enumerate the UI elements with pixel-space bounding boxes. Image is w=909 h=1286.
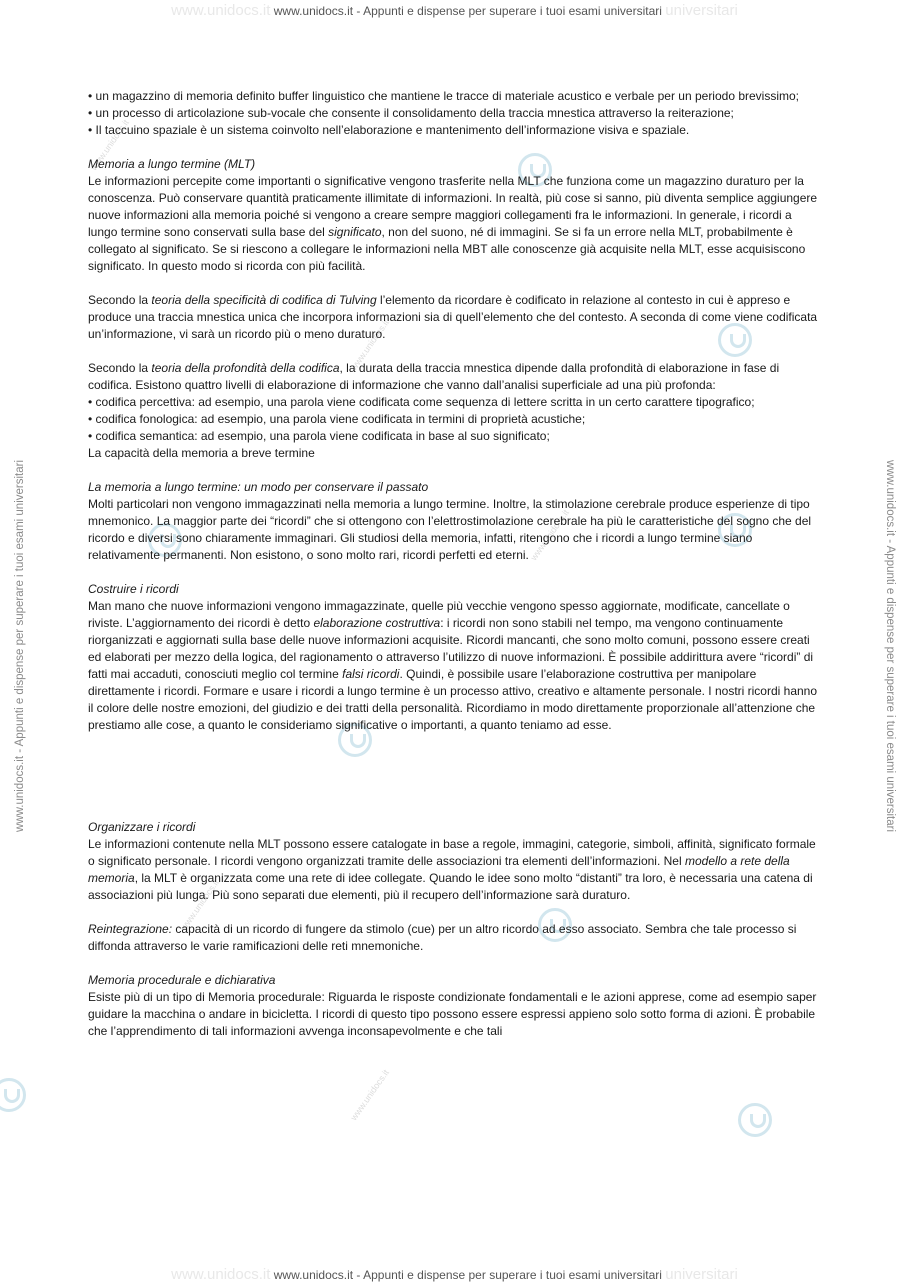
- header-text: www.unidocs.it - Appunti e dispense per superare i tuoi esami universitari: [273, 4, 662, 18]
- paragraph-passato: Molti particolari non vengono immagazzinati nella memoria a lungo termine. Inoltre, la stimolazione cerebrale produce esperienze di tipo mnemonico. La maggior parte dei “ricordi” che si ottengono con l’elettrostimolazione cerebrale ha più le caratteristiche del sogno che del ricordo e diversi sono chiaramente immaginari. Gli studiosi della memoria, infatti, ritengono che i ricordi a lungo termine siano relativamente permanenti. Non esistono, o sono molto rari, ricordi perfetti ed eterni.: [88, 497, 812, 562]
- header-ghost-left: www.unidocs.it: [171, 2, 271, 19]
- bullet-fonologica: • codifica fonologica: ad esempio, una parola viene codificata in termini di proprietà acustiche;: [88, 412, 586, 426]
- section-heading-procedurale: Memoria procedurale e dichiarativa: [88, 973, 276, 987]
- page-footer-banner: [0, 1266, 909, 1283]
- bullet-percettiva: • codifica percettiva: ad esempio, una parola viene codificata come sequenza di lettere scritta in un certo carattere tipografico;: [88, 395, 755, 409]
- watermark-text: www.unidocs.it: [178, 877, 221, 933]
- bullet-articolazione: • un processo di articolazione sub-vocale che consente il consolidamento della traccia mnestica attraverso la reiterazione;: [88, 106, 734, 120]
- side-watermark-left: www.unidocs.it - Appunti e dispense per superare i tuoi esami universitari: [14, 459, 26, 833]
- watermark-text: www.unidocs.it: [348, 317, 391, 373]
- watermark-text: www.unidocs.it: [348, 1067, 391, 1123]
- bullet-taccuino: • Il taccuino spaziale è un sistema coinvolto nell’elaborazione e mantenimento dell’informazione visiva e spaziale.: [88, 123, 690, 137]
- side-watermark-right: www.unidocs.it - Appunti e dispense per superare i tuoi esami universitari: [884, 459, 896, 833]
- paragraph-procedurale: Esiste più di un tipo di Memoria procedurale: Riguarda le risposte condizionate fondamentali e le azioni apprese, come ad esempio saper guidare la macchina o andare in bicicletta. I ricordi di questo tipo possono essere espressi appieno solo sotto forma di azioni. È probabile che l’apprendimento di tali informazioni avvenga inconsapevolmente e che tali: [88, 990, 817, 1038]
- paragraph-mlt: Le informazioni percepite come importanti o significative vengono trasferite nella MLT che funziona come un magazzino duraturo per la conoscenza. Può conservare quantità praticamente illimitate di informazioni. In realtà, più cose si sanno, più diventa semplice aggiungere nuove informazioni alla memoria poiché si vengono a creare sempre maggiori collegamenti fra le informazioni. In generale, i ricordi a lungo termine sono conservati sulla base del significato, non del suono, né di immagini. Se si fa un errore nella MLT, probabilmente è collegato al significato. Se si riescono a collegare le informazioni nella MBT alle conoscenze già acquisite nella MLT, esse acquisiscono significato. In questo modo si ricorda con più facilità.: [88, 174, 818, 273]
- header-ghost-right: universitari: [665, 2, 738, 19]
- watermark-text: www.unidocs.it: [88, 117, 131, 173]
- section-heading-passato: La memoria a lungo termine: un modo per conservare il passato: [88, 480, 429, 494]
- unidocs-logo-watermark-icon: [0, 1078, 26, 1112]
- bullet-buffer: • un magazzino di memoria definito buffer linguistico che mantiene le tracce di materiale acustico e verbale per un periodo brevissimo;: [88, 89, 800, 103]
- page-header-banner: [0, 2, 909, 19]
- section-heading-costruire: Costruire i ricordi: [88, 582, 179, 596]
- footer-text: www.unidocs.it - Appunti e dispense per superare i tuoi esami universitari: [273, 1268, 662, 1282]
- paragraph-reintegrazione: Reintegrazione: capacità di un ricordo di fungere da stimolo (cue) per un altro ricordo ad esso associato. Sembra che tale processo si diffonda attraverso le varie ramificazioni delle reti mnemoniche.: [88, 922, 797, 953]
- watermark-text: www.unidocs.it: [528, 507, 571, 563]
- line-capacita: La capacità della memoria a breve termine: [88, 446, 315, 460]
- unidocs-logo-watermark-icon: [738, 1103, 772, 1137]
- paragraph-organizzare: Le informazioni contenute nella MLT possono essere catalogate in base a regole, immagini, categorie, simboli, affinità, significato formale o significato personale. I ricordi vengono organizzati tramite delle associazioni tra elementi dell’informazioni. Nel modello a rete della memoria, la MLT è organizzata come una rete di idee collegate. Quando le idee sono molto “distanti” tra loro, è necessaria una catena di associazioni più lunga. Più sono separati due elementi, più il recupero dell’informazione sarà duraturo.: [88, 837, 816, 902]
- section-heading-mlt: Memoria a lungo termine (MLT): [88, 157, 256, 171]
- paragraph-tulving: Secondo la teoria della specificità di codifica di Tulving l’elemento da ricordare è codificato in relazione al contesto in cui è appreso e produce una traccia mnestica unica che incorpora informazioni sia di quell’elemento che del contesto. A seconda di come viene codificata un’informazione, vi sarà un ricordo più o meno duraturo.: [88, 293, 818, 341]
- paragraph-costruire: Man mano che nuove informazioni vengono immagazzinate, quelle più vecchie vengono spesso aggiornate, modificate, cancellate o riviste. L’aggiornamento dei ricordi è detto elaborazione costruttiva: i ricordi non sono stabili nel tempo, ma vengono continuamente riorganizzati e aggiornati sulla base delle nuove informazioni acquisite. Ricordi mancanti, che sono molto comuni, possono essere creati ed elaborati per mezzo della logica, del ragionamento o attraverso l’utilizzo di nuove informazioni. È possibile addirittura avere “ricordi” di fatti mai accaduti, conosciuti meglio col termine falsi ricordi. Quindi, è possibile usare l’elaborazione costruttiva per manipolare direttamente i ricordi. Formare e usare i ricordi a lungo termine è un processo attivo, creativo e altamente personale. I nostri ricordi hanno il colore delle nostre emozioni, del giudizio e dei tratti della personalità. Ricordiamo in modo direttamente proporzionale all’attenzione che prestiamo alle cose, a quanto le consideriamo significative o importanti, a quanto teniamo ad esse.: [88, 599, 818, 732]
- footer-ghost-right: universitari: [665, 1266, 738, 1283]
- document-body: [88, 88, 823, 1040]
- section-heading-organizzare: Organizzare i ricordi: [88, 820, 196, 834]
- paragraph-profondita: Secondo la teoria della profondità della codifica, la durata della traccia mnestica dipende dalla profondità di elaborazione in fase di codifica. Esistono quattro livelli di elaborazione di informazione che vanno dall’analisi superficiale ad una più profonda:: [88, 361, 780, 392]
- bullet-semantica: • codifica semantica: ad esempio, una parola viene codificata in base al suo significato;: [88, 429, 550, 443]
- footer-ghost-left: www.unidocs.it: [171, 1266, 271, 1283]
